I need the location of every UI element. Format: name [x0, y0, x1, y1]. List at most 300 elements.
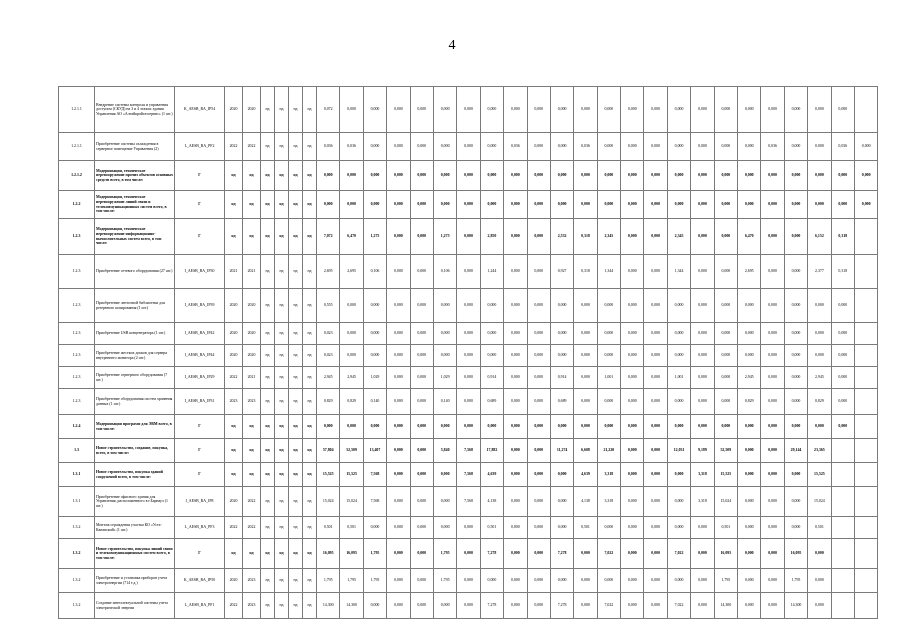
row-nd-cell: нд: [289, 463, 303, 487]
value-cell: 0,555: [317, 289, 340, 323]
row-name-cell: Новое строительство, покупка линий связи и телекоммуникационных систем всего, в том числе:: [95, 539, 175, 569]
row-nd-cell: нд: [303, 289, 317, 323]
value-cell: 0,000: [433, 345, 456, 367]
value-cell: 0,000: [504, 389, 527, 415]
value-cell: [854, 517, 877, 539]
value-cell: 1,029: [433, 367, 456, 389]
row-code-cell: Г: [175, 191, 225, 219]
value-cell: 0,000: [831, 191, 854, 219]
value-cell: [854, 539, 877, 569]
value-cell: 0,000: [387, 323, 410, 345]
row-nd-cell: нд: [261, 219, 275, 255]
value-cell: 2,695: [738, 255, 761, 289]
value-cell: 0,000: [831, 289, 854, 323]
value-cell: 0,000: [854, 161, 877, 191]
value-cell: 0,000: [761, 289, 784, 323]
value-cell: 2,532: [550, 219, 573, 255]
value-cell: 0,000: [387, 463, 410, 487]
value-cell: 0,000: [621, 133, 644, 161]
value-cell: 7,072: [317, 219, 340, 255]
value-cell: 0,000: [784, 289, 807, 323]
value-cell: 0,000: [527, 191, 550, 219]
value-cell: 0,000: [504, 345, 527, 367]
value-cell: 0,106: [363, 255, 386, 289]
value-cell: 0,000: [457, 87, 480, 133]
row-end-year-cell: нд: [243, 415, 261, 439]
value-cell: 7,568: [363, 463, 386, 487]
value-cell: 0,000: [761, 593, 784, 619]
value-cell: 0,000: [691, 219, 714, 255]
value-cell: 0,072: [317, 87, 340, 133]
value-cell: 0,000: [808, 539, 831, 569]
row-nd-cell: нд: [261, 367, 275, 389]
table-row: [59, 367, 878, 389]
row-number-cell: 1.3.2: [59, 569, 95, 593]
value-cell: 6,608: [574, 439, 597, 463]
row-nd-cell: нд: [275, 569, 289, 593]
value-cell: 0,000: [644, 133, 667, 161]
value-cell: 0,000: [761, 219, 784, 255]
value-cell: 0,000: [527, 389, 550, 415]
value-cell: 0,000: [574, 593, 597, 619]
row-start-year-cell: 2020: [225, 345, 243, 367]
value-cell: 0,000: [714, 219, 737, 255]
value-cell: 7,022: [667, 539, 690, 569]
value-cell: 0,000: [667, 415, 690, 439]
row-number-cell: 1.2.3: [59, 389, 95, 415]
value-cell: 0,000: [691, 367, 714, 389]
row-nd-cell: нд: [303, 389, 317, 415]
table-row: [59, 323, 878, 345]
value-cell: 0,501: [574, 517, 597, 539]
value-cell: 13,407: [363, 439, 386, 463]
value-cell: 0,000: [621, 161, 644, 191]
value-cell: 0,000: [621, 255, 644, 289]
row-nd-cell: нд: [275, 87, 289, 133]
value-cell: 0,000: [457, 569, 480, 593]
value-cell: 0,000: [667, 133, 690, 161]
value-cell: 0,000: [387, 87, 410, 133]
value-cell: 0,000: [480, 569, 503, 593]
value-cell: 0,000: [597, 345, 620, 367]
value-cell: 1,344: [597, 255, 620, 289]
value-cell: 29,144: [784, 439, 807, 463]
row-nd-cell: нд: [303, 133, 317, 161]
value-cell: 0,000: [831, 87, 854, 133]
value-cell: 4,639: [480, 463, 503, 487]
value-cell: 0,000: [574, 87, 597, 133]
value-cell: 0,000: [714, 191, 737, 219]
row-code-cell: K_AESB_RA_IP54: [175, 87, 225, 133]
value-cell: 0,000: [457, 517, 480, 539]
table-row: [59, 593, 878, 619]
row-name-cell: Приобретение жестких дисков для сервера внутреннего монитора (2 шт.): [95, 345, 175, 367]
value-cell: 0,000: [597, 517, 620, 539]
row-start-year-cell: 2020: [225, 569, 243, 593]
value-cell: 0,000: [433, 415, 456, 439]
value-cell: 0,000: [784, 345, 807, 367]
row-nd-cell: нд: [289, 593, 303, 619]
value-cell: 0,000: [691, 289, 714, 323]
value-cell: 0,000: [527, 593, 550, 619]
value-cell: 15,525: [808, 463, 831, 487]
value-cell: 0,000: [410, 219, 433, 255]
row-nd-cell: нд: [275, 517, 289, 539]
value-cell: 0,000: [574, 323, 597, 345]
row-nd-cell: нд: [275, 219, 289, 255]
value-cell: 0,000: [317, 415, 340, 439]
row-nd-cell: нд: [303, 161, 317, 191]
table-row: [59, 87, 878, 133]
value-cell: 0,000: [644, 539, 667, 569]
value-cell: 0,000: [667, 345, 690, 367]
value-cell: [854, 389, 877, 415]
value-cell: 0,000: [550, 487, 573, 517]
value-cell: 0,000: [504, 323, 527, 345]
value-cell: 0,000: [457, 367, 480, 389]
value-cell: 0,000: [784, 161, 807, 191]
value-cell: 0,000: [550, 463, 573, 487]
row-nd-cell: нд: [289, 289, 303, 323]
row-nd-cell: нд: [303, 569, 317, 593]
value-cell: 0,000: [621, 191, 644, 219]
value-cell: 57,804: [317, 439, 340, 463]
value-cell: 0,689: [480, 389, 503, 415]
value-cell: 0,000: [410, 255, 433, 289]
row-nd-cell: нд: [261, 487, 275, 517]
row-name-cell: Приобретение серверного оборудования (7 шт.): [95, 367, 175, 389]
value-cell: [831, 517, 854, 539]
value-cell: 7,278: [550, 539, 573, 569]
value-cell: 0,000: [433, 87, 456, 133]
row-end-year-cell: 2021: [243, 255, 261, 289]
value-cell: 0,000: [644, 367, 667, 389]
row-number-cell: 1.2.1.1: [59, 133, 95, 161]
value-cell: 0,000: [691, 191, 714, 219]
value-cell: 0,000: [387, 133, 410, 161]
table-row: [59, 463, 878, 487]
value-cell: 0,000: [550, 569, 573, 593]
value-cell: 0,000: [550, 517, 573, 539]
value-cell: 1,275: [433, 219, 456, 255]
row-nd-cell: нд: [275, 345, 289, 367]
value-cell: 0,000: [761, 439, 784, 463]
value-cell: 0,000: [761, 367, 784, 389]
value-cell: 0,000: [410, 389, 433, 415]
value-cell: 0,000: [714, 289, 737, 323]
value-cell: 0,000: [784, 255, 807, 289]
value-cell: 9,189: [691, 439, 714, 463]
value-cell: 0,000: [527, 367, 550, 389]
value-cell: 0,000: [387, 191, 410, 219]
value-cell: 0,000: [761, 345, 784, 367]
table-row: [59, 161, 878, 191]
value-cell: 4,639: [574, 463, 597, 487]
value-cell: 0,000: [504, 517, 527, 539]
value-cell: 14,300: [784, 593, 807, 619]
value-cell: 0,000: [644, 255, 667, 289]
table-row: [59, 487, 878, 517]
value-cell: 0,000: [363, 191, 386, 219]
value-cell: 0,000: [363, 133, 386, 161]
row-number-cell: 1.2.3: [59, 255, 95, 289]
row-code-cell: L_AESB_RA_PF3: [175, 517, 225, 539]
row-start-year-cell: нд: [225, 191, 243, 219]
value-cell: 0,000: [831, 345, 854, 367]
row-start-year-cell: нд: [225, 219, 243, 255]
value-cell: 0,000: [387, 255, 410, 289]
value-cell: 0,036: [317, 133, 340, 161]
row-nd-cell: нд: [303, 463, 317, 487]
value-cell: 0,000: [714, 255, 737, 289]
row-end-year-cell: 2022: [243, 133, 261, 161]
row-nd-cell: нд: [275, 415, 289, 439]
table-row: [59, 191, 878, 219]
value-cell: 2,695: [317, 255, 340, 289]
row-code-cell: Г: [175, 539, 225, 569]
value-cell: 0,000: [363, 87, 386, 133]
row-code-cell: I_AESB_RA_IP31: [175, 389, 225, 415]
value-cell: 0,000: [504, 463, 527, 487]
row-nd-cell: нд: [303, 323, 317, 345]
value-cell: 0,000: [621, 415, 644, 439]
value-cell: 6,470: [340, 219, 363, 255]
value-cell: 0,000: [667, 517, 690, 539]
row-nd-cell: нд: [261, 593, 275, 619]
value-cell: 0,000: [808, 323, 831, 345]
value-cell: [854, 345, 877, 367]
row-nd-cell: нд: [261, 463, 275, 487]
value-cell: 0,000: [761, 191, 784, 219]
row-nd-cell: нд: [261, 87, 275, 133]
row-start-year-cell: 2021: [225, 255, 243, 289]
value-cell: 0,000: [784, 367, 807, 389]
row-name-cell: Приобретение сетевого оборудования (27 шт.): [95, 255, 175, 289]
row-number-cell: 1.2.2: [59, 191, 95, 219]
row-name-cell: Приобретение и установка приборов учета электроэнергии (714 т.д.): [95, 569, 175, 593]
value-cell: 0,000: [738, 191, 761, 219]
row-nd-cell: нд: [289, 439, 303, 463]
value-cell: 0,000: [410, 593, 433, 619]
value-cell: 0,000: [527, 569, 550, 593]
value-cell: 0,000: [808, 161, 831, 191]
value-cell: 0,501: [480, 517, 503, 539]
value-cell: 0,000: [738, 323, 761, 345]
value-cell: 0,140: [433, 389, 456, 415]
row-number-cell: 1.2.1.1: [59, 87, 95, 133]
value-cell: 0,000: [340, 415, 363, 439]
value-cell: 0,023: [317, 323, 340, 345]
table-row: [59, 289, 878, 323]
value-cell: 0,000: [691, 539, 714, 569]
value-cell: 0,000: [644, 345, 667, 367]
value-cell: 0,000: [621, 219, 644, 255]
value-cell: [854, 593, 877, 619]
value-cell: 0,000: [387, 367, 410, 389]
value-cell: 0,000: [340, 323, 363, 345]
value-cell: 0,000: [761, 323, 784, 345]
value-cell: 0,000: [738, 487, 761, 517]
row-nd-cell: нд: [303, 255, 317, 289]
value-cell: 0,000: [457, 219, 480, 255]
row-nd-cell: нд: [275, 389, 289, 415]
table-row: [59, 133, 878, 161]
value-cell: 0,000: [480, 161, 503, 191]
value-cell: 0,000: [597, 133, 620, 161]
value-cell: 0,000: [527, 415, 550, 439]
row-nd-cell: нд: [275, 487, 289, 517]
value-cell: 0,000: [433, 133, 456, 161]
value-cell: 0,000: [410, 487, 433, 517]
value-cell: 7,278: [550, 593, 573, 619]
value-cell: 0,000: [738, 569, 761, 593]
row-end-year-cell: 2021: [243, 367, 261, 389]
row-nd-cell: нд: [275, 463, 289, 487]
value-cell: 0,000: [691, 133, 714, 161]
value-cell: 0,000: [854, 191, 877, 219]
value-cell: 16,095: [317, 539, 340, 569]
value-cell: 1,795: [340, 569, 363, 593]
value-cell: 0,000: [831, 323, 854, 345]
value-cell: 2,695: [340, 255, 363, 289]
value-cell: 52,509: [340, 439, 363, 463]
value-cell: [854, 219, 877, 255]
value-cell: 0,000: [738, 345, 761, 367]
row-start-year-cell: нд: [225, 415, 243, 439]
value-cell: 0,000: [644, 517, 667, 539]
value-cell: 0,000: [738, 593, 761, 619]
value-cell: 0,000: [317, 191, 340, 219]
row-number-cell: 1.3.1: [59, 463, 95, 487]
value-cell: 0,000: [621, 539, 644, 569]
value-cell: 0,000: [854, 133, 877, 161]
value-cell: 0,000: [667, 463, 690, 487]
row-number-cell: 1.3.2: [59, 593, 95, 619]
value-cell: 0,000: [410, 191, 433, 219]
value-cell: [854, 569, 877, 593]
value-cell: 0,000: [574, 161, 597, 191]
value-cell: 0,000: [527, 487, 550, 517]
value-cell: 0,000: [410, 415, 433, 439]
row-nd-cell: нд: [303, 87, 317, 133]
value-cell: 1,795: [363, 539, 386, 569]
value-cell: 0,000: [363, 323, 386, 345]
value-cell: 2,850: [480, 219, 503, 255]
value-cell: 5,840: [433, 439, 456, 463]
value-cell: 0,000: [761, 415, 784, 439]
row-end-year-cell: 2023: [243, 593, 261, 619]
value-cell: 0,000: [831, 415, 854, 439]
row-nd-cell: нд: [261, 517, 275, 539]
row-code-cell: L_AESB_RA_PF1: [175, 593, 225, 619]
value-cell: 0,000: [644, 87, 667, 133]
value-cell: 0,000: [691, 345, 714, 367]
value-cell: 3,318: [691, 487, 714, 517]
value-cell: 0,000: [808, 345, 831, 367]
table-row: [59, 569, 878, 593]
value-cell: 0,000: [621, 389, 644, 415]
value-cell: 0,000: [480, 87, 503, 133]
table-row: [59, 517, 878, 539]
row-end-year-cell: 2023: [243, 389, 261, 415]
row-name-cell: Новое строительство, создание, покупка, всего, в том числе:: [95, 439, 175, 463]
row-number-cell: 1.2.3: [59, 323, 95, 345]
row-nd-cell: нд: [261, 539, 275, 569]
value-cell: 0,000: [644, 161, 667, 191]
table-row: [59, 345, 878, 367]
row-end-year-cell: 2020: [243, 345, 261, 367]
value-cell: 1,795: [784, 569, 807, 593]
value-cell: 0,000: [410, 569, 433, 593]
value-cell: 0,000: [808, 593, 831, 619]
value-cell: 15,024: [317, 487, 340, 517]
value-cell: 0,000: [504, 289, 527, 323]
row-nd-cell: нд: [303, 415, 317, 439]
value-cell: 2,945: [808, 367, 831, 389]
value-cell: 1,029: [363, 367, 386, 389]
value-cell: 0,000: [761, 487, 784, 517]
value-cell: 0,000: [691, 161, 714, 191]
value-cell: 0,000: [621, 323, 644, 345]
value-cell: 0,000: [387, 539, 410, 569]
row-name-cell: Внедрение системы контроля и управления доступом (СКУД) на 3 и 4 этажах здания Управления АО «Алтайкрайгазсервис» (1 шт.): [95, 87, 175, 133]
value-cell: 14,300: [340, 593, 363, 619]
row-number-cell: 1.3: [59, 439, 95, 463]
value-cell: [831, 593, 854, 619]
row-number-cell: 1.3.1: [59, 487, 95, 517]
value-cell: 1,001: [597, 367, 620, 389]
value-cell: 0,000: [363, 415, 386, 439]
value-cell: 0,000: [574, 191, 597, 219]
value-cell: 0,000: [550, 133, 573, 161]
row-start-year-cell: 2023: [225, 389, 243, 415]
value-cell: 0,000: [433, 289, 456, 323]
value-cell: 0,000: [784, 87, 807, 133]
value-cell: 0,000: [621, 345, 644, 367]
row-end-year-cell: 2020: [243, 323, 261, 345]
value-cell: 0,000: [387, 345, 410, 367]
value-cell: 0,106: [433, 255, 456, 289]
value-cell: 0,000: [457, 255, 480, 289]
value-cell: 0,000: [363, 345, 386, 367]
row-end-year-cell: нд: [243, 539, 261, 569]
value-cell: 0,000: [761, 389, 784, 415]
row-nd-cell: нд: [261, 439, 275, 463]
value-cell: 15,525: [714, 463, 737, 487]
value-cell: 0,000: [691, 87, 714, 133]
value-cell: 3,318: [691, 463, 714, 487]
value-cell: 0,000: [644, 389, 667, 415]
value-cell: 0,829: [340, 389, 363, 415]
value-cell: 0,000: [340, 191, 363, 219]
row-nd-cell: нд: [303, 367, 317, 389]
row-name-cell: Приобретение USB концентратора (1 шт.): [95, 323, 175, 345]
value-cell: 0,000: [761, 517, 784, 539]
value-cell: 0,000: [527, 133, 550, 161]
value-cell: 0,000: [340, 87, 363, 133]
value-cell: 0,000: [644, 463, 667, 487]
value-cell: 0,927: [550, 255, 573, 289]
value-cell: 0,000: [691, 255, 714, 289]
row-code-cell: Г: [175, 161, 225, 191]
value-cell: [854, 487, 877, 517]
value-cell: 0,000: [387, 219, 410, 255]
row-nd-cell: нд: [289, 415, 303, 439]
value-cell: 0,000: [480, 191, 503, 219]
value-cell: 0,000: [784, 191, 807, 219]
value-cell: 0,000: [457, 389, 480, 415]
value-cell: 2,345: [667, 219, 690, 255]
